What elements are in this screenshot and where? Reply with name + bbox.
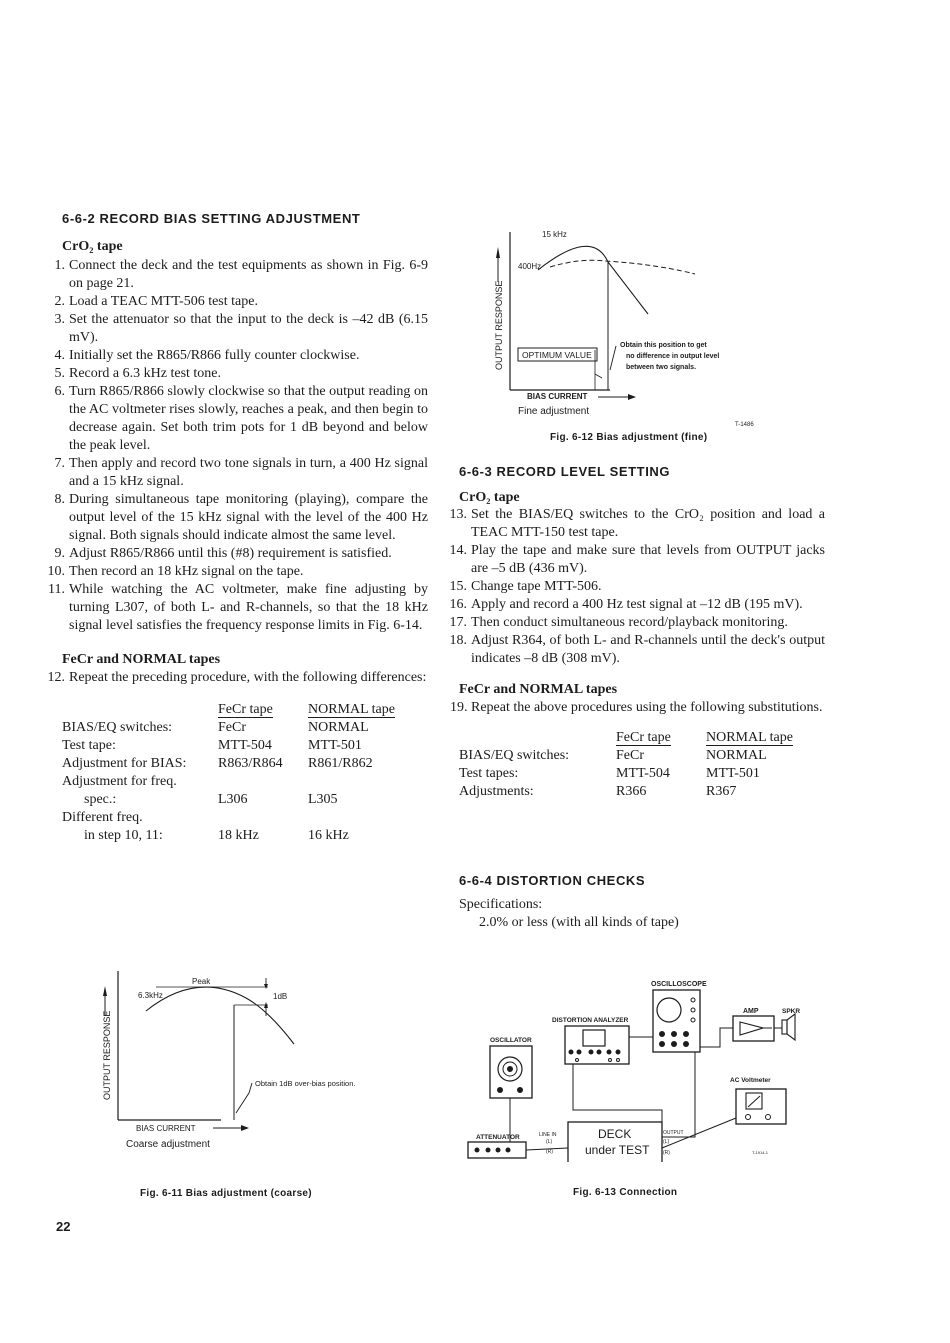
table-cell: NORMAL <box>706 748 767 763</box>
table-cell: R863/R864 <box>218 756 283 771</box>
step-text: Set the attenuator so that the input to the deck is –42 dB (6.15 mV). <box>69 312 428 345</box>
label-400hz: 400Hz <box>518 262 542 271</box>
step-number: 14. <box>449 543 467 558</box>
y-axis-label: OUTPUT RESPONSE <box>494 280 504 370</box>
step-text: Change tape MTT-506. <box>471 579 602 594</box>
steps-list-12 <box>47 669 428 687</box>
step-item <box>50 383 428 455</box>
section-title: 6-6-4 DISTORTION CHECKS <box>459 873 646 888</box>
page-number: 22 <box>56 1219 71 1234</box>
step-item <box>50 365 428 383</box>
section-title: 6-6-3 RECORD LEVEL SETTING <box>459 464 671 479</box>
step-number: 5. <box>54 366 65 381</box>
note-line-1: Obtain this position to get <box>620 342 707 349</box>
step-number: 1. <box>54 258 65 273</box>
step-text: Set the BIAS/EQ switches to the CrO₂ position and load a TEAC MTT-150 test tape. <box>471 507 825 540</box>
figure-code: T-1914-1 <box>752 1150 769 1155</box>
steps-list <box>449 506 825 668</box>
figure-6-11 <box>96 968 416 1208</box>
step-number: 11. <box>48 582 65 597</box>
output-label: OUTPUT <box>663 1130 684 1136</box>
figure-6-12 <box>480 222 780 452</box>
subheading-cro2: CrO₂ tape <box>62 239 123 254</box>
attenuator-label: ATTENUATOR <box>476 1134 520 1141</box>
step-item <box>449 596 825 614</box>
step-number: 8. <box>54 492 65 507</box>
note-line-3: between two signals. <box>626 364 697 371</box>
table-row <box>62 737 395 755</box>
table-row <box>459 765 793 783</box>
step-item <box>449 542 825 578</box>
line-in-label: LINE IN <box>539 1132 557 1138</box>
table-row-label: Adjustment for BIAS: <box>62 756 187 771</box>
step-number: 6. <box>54 384 65 399</box>
table-cell: R367 <box>706 784 737 799</box>
step-text: Then record an 18 kHz signal on the tape. <box>69 564 304 579</box>
subheading-fecr: FeCr and NORMAL tapes <box>459 682 618 697</box>
section-663 <box>449 464 825 801</box>
step-number: 7. <box>54 456 65 471</box>
step-item <box>50 455 428 491</box>
figure-code: T-1486 <box>735 422 754 428</box>
subheading-fecr: FeCr and NORMAL tapes <box>62 652 221 667</box>
table-cell <box>218 773 308 791</box>
differences-table <box>62 701 395 845</box>
step-item <box>449 506 825 542</box>
steps-list <box>47 257 428 635</box>
substitutions-table <box>459 729 793 801</box>
table-cell: R366 <box>616 784 647 799</box>
table-header-row <box>459 729 793 747</box>
step-text: Record a 6.3 kHz test tone. <box>69 366 222 381</box>
step-text: Turn R865/R866 slowly clockwise so that the output reading on the AC voltmeter rises slowly, reaches a peak, and then begin to decrease again. Set both trim pots for 1 dB beyond and below the peak level. <box>69 384 428 453</box>
step-item <box>50 581 428 635</box>
col-fecr: FeCr tape <box>218 702 273 717</box>
table-row <box>62 809 395 827</box>
table-cell: L305 <box>308 792 338 807</box>
step-text: Connect the deck and the test equipments as shown in Fig. 6-9 on page 21. <box>69 258 428 291</box>
table-row-label: Different freq. <box>62 810 143 825</box>
table-cell: R861/R862 <box>308 756 373 771</box>
table-row <box>459 747 793 765</box>
step-item <box>449 632 825 668</box>
oscillator-label: OSCILLATOR <box>490 1037 532 1044</box>
table-cell <box>308 773 395 791</box>
y-axis-label: OUTPUT RESPONSE <box>102 1010 112 1100</box>
ac-voltmeter-device <box>736 1089 786 1124</box>
table-row-label: Test tapes: <box>459 766 519 781</box>
table-row <box>62 773 395 791</box>
step-text: During simultaneous tape monitoring (playing), compare the output level of the 15 kHz signal with the level of the 400 Hz signal. Both signals should indicate almost the same level. <box>69 492 428 543</box>
output-r-label: (R) <box>663 1150 670 1156</box>
col-normal: NORMAL tape <box>706 730 793 745</box>
step-text: While watching the AC voltmeter, make fine adjusting by turning L307, of both L- and R-channels, so that the 18 kHz signal level satisfies the frequency response limits in Fig. 6-14. <box>69 582 428 633</box>
table-row-label: Adjustment for freq. <box>62 774 177 789</box>
table-cell: L306 <box>218 792 248 807</box>
table-cell: 16 kHz <box>308 828 349 843</box>
table-row <box>459 783 793 801</box>
step-number: 16. <box>449 597 467 612</box>
step-number: 19. <box>450 700 468 715</box>
step-text: Load a TEAC MTT-506 test tape. <box>69 294 258 309</box>
coarse-adjustment-label: Coarse adjustment <box>126 1139 210 1150</box>
line-in-l-label: (L) <box>546 1139 553 1145</box>
ac-voltmeter-label: AC Voltmeter <box>730 1077 771 1084</box>
steps-list-19 <box>452 699 825 717</box>
peak-label: Peak <box>192 977 211 986</box>
step-number: 17. <box>449 615 467 630</box>
table-row-label: Adjustments: <box>459 784 534 799</box>
deck-label: DECK <box>598 1127 632 1141</box>
section-title: 6-6-2 RECORD BIAS SETTING ADJUSTMENT <box>62 211 361 226</box>
step-item <box>50 257 428 293</box>
table-row-label: BIAS/EQ switches: <box>62 720 173 735</box>
step-text: Repeat the above procedures using the following substitutions. <box>471 700 823 715</box>
table-row <box>62 719 395 737</box>
step-item <box>50 293 428 311</box>
amp-label: AMP <box>743 1008 759 1015</box>
table-cell: MTT-501 <box>308 738 362 753</box>
label-15khz: 15 kHz <box>542 230 567 239</box>
fine-bias-graph <box>480 222 780 452</box>
spec-value: 2.0% or less (with all kinds of tape) <box>479 915 679 930</box>
step-item <box>50 491 428 545</box>
step-item <box>47 669 428 687</box>
table-header-row <box>62 701 395 719</box>
speaker-label: SPKR <box>782 1008 801 1015</box>
figure-caption: Fig. 6-11 Bias adjustment (coarse) <box>140 1188 312 1199</box>
step-item <box>50 347 428 365</box>
oscillator-device <box>490 1046 532 1098</box>
col-normal: NORMAL tape <box>308 702 395 717</box>
table-cell: 18 kHz <box>218 828 259 843</box>
table-cell <box>308 809 395 827</box>
step-number: 10. <box>47 564 65 579</box>
step-number: 12. <box>47 670 65 685</box>
one-db-label: 1dB <box>273 992 288 1001</box>
step-text: Apply and record a 400 Hz test signal at –12 dB (195 mV). <box>471 597 803 612</box>
x-axis-label: BIAS CURRENT <box>136 1124 196 1133</box>
table-cell: MTT-504 <box>218 738 272 753</box>
speaker-icon <box>782 1020 787 1034</box>
subheading-cro2: CrO₂ tape <box>459 490 520 505</box>
step-item <box>452 699 825 717</box>
table-row-label: Test tape: <box>62 738 116 753</box>
table-cell: MTT-501 <box>706 766 760 781</box>
col-fecr: FeCr tape <box>616 730 671 745</box>
step-text: Adjust R364, of both L- and R-channels until the deck's output indicates –8 dB (308 mV). <box>471 633 825 666</box>
figure-caption: Fig. 6-13 Connection <box>573 1187 678 1198</box>
step-text: Initially set the R865/R866 fully counter clockwise. <box>69 348 360 363</box>
distortion-analyzer-device <box>565 1026 629 1064</box>
table-cell: FeCr <box>616 748 644 763</box>
connection-diagram <box>460 972 820 1162</box>
table-cell: NORMAL <box>308 720 369 735</box>
step-item <box>47 563 428 581</box>
section-664 <box>459 873 825 932</box>
figure-caption: Fig. 6-12 Bias adjustment (fine) <box>550 432 708 443</box>
table-row <box>62 791 395 809</box>
step-text: Play the tape and make sure that levels from OUTPUT jacks are –5 dB (436 mV). <box>471 543 825 576</box>
step-item <box>50 545 428 563</box>
coarse-bias-graph <box>96 968 416 1153</box>
output-l-label: (L) <box>663 1139 670 1145</box>
step-number: 2. <box>54 294 65 309</box>
label-63khz: 6.3kHz <box>138 991 163 1000</box>
step-text: Then conduct simultaneous record/playback monitoring. <box>471 615 788 630</box>
oscilloscope-label: OSCILLOSCOPE <box>651 981 707 988</box>
fine-adjustment-label: Fine adjustment <box>518 406 590 417</box>
table-row-label: BIAS/EQ switches: <box>459 748 570 763</box>
step-number: 4. <box>54 348 65 363</box>
note-label: Obtain 1dB over-bias position. <box>255 1079 356 1088</box>
optimum-value-label: OPTIMUM VALUE <box>522 350 592 360</box>
table-row-label: spec.: <box>84 792 117 807</box>
section-662 <box>47 211 428 845</box>
step-number: 15. <box>449 579 467 594</box>
line-in-r-label: (R) <box>546 1149 553 1155</box>
table-cell <box>218 809 308 827</box>
deck-under-test-label: under TEST <box>585 1143 650 1157</box>
table-cell: MTT-504 <box>616 766 670 781</box>
spec-label: Specifications: <box>459 897 543 912</box>
step-number: 13. <box>449 507 467 522</box>
step-text: Adjust R865/R866 until this (#8) requirement is satisfied. <box>69 546 392 561</box>
table-row <box>62 827 395 845</box>
note-line-2: no difference in output level <box>626 353 720 360</box>
table-cell: FeCr <box>218 720 246 735</box>
step-text: Repeat the preceding procedure, with the following differences: <box>69 670 427 685</box>
table-row <box>62 755 395 773</box>
step-text: Then apply and record two tone signals in turn, a 400 Hz signal and a 15 kHz signal. <box>69 456 428 489</box>
step-item <box>50 311 428 347</box>
table-row-label: in step 10, 11: <box>84 828 163 843</box>
distortion-analyzer-label: DISTORTION ANALYZER <box>552 1017 629 1024</box>
step-number: 3. <box>54 312 65 327</box>
step-item <box>449 578 825 596</box>
step-number: 18. <box>449 633 467 648</box>
x-axis-label: BIAS CURRENT <box>527 392 588 401</box>
step-number: 9. <box>54 546 65 561</box>
figure-6-13 <box>460 972 820 1207</box>
step-item <box>449 614 825 632</box>
